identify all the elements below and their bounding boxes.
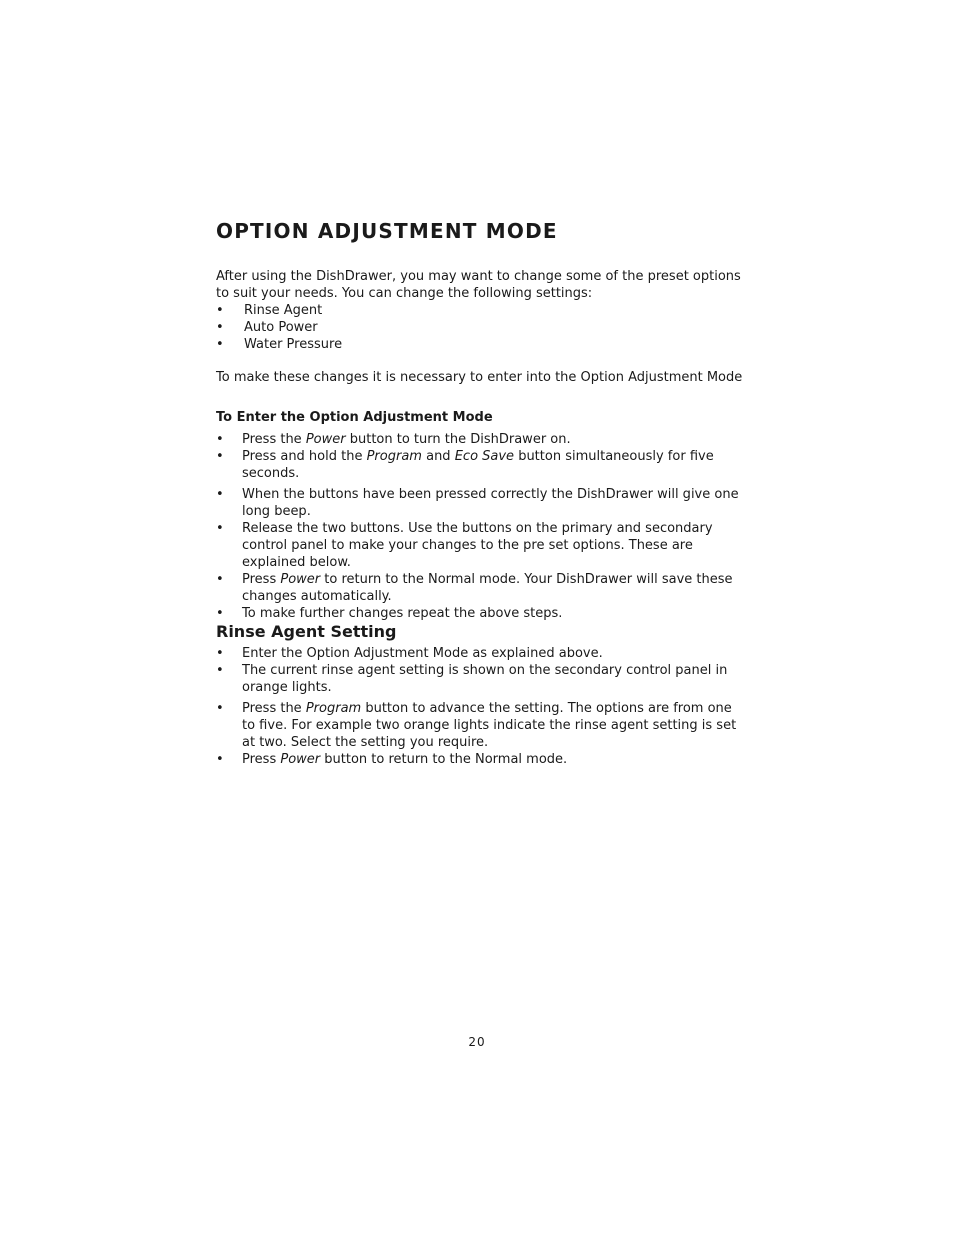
list-item: • Rinse Agent	[216, 303, 323, 318]
list-item: • Release the two buttons. Use the buttons on the primary and secondary control panel to make your changes to the pre set options. These are explained below.	[216, 521, 713, 570]
bullet-icon: •	[216, 606, 224, 621]
list-item: • Water Pressure	[216, 337, 343, 352]
bullet-icon: •	[216, 572, 224, 587]
bullet-icon: •	[216, 752, 224, 767]
intro-paragraph: After using the DishDrawer, you may want to change some of the preset options to suit your needs. You can change the following settings:	[216, 269, 741, 301]
enter-mode-heading: To Enter the Option Adjustment Mode	[216, 410, 493, 425]
list-item: • Press the Program button to advance the setting. The options are from one to five. For example two orange lights indicate the rinse agent setting is set at two. Select the setting you require.	[216, 701, 737, 750]
page-number: 20	[468, 1035, 486, 1049]
list-item: • Press Power to return to the Normal mode. Your DishDrawer will save these changes automatically.	[216, 572, 733, 604]
bullet-icon: •	[216, 449, 224, 464]
rinse-agent-steps	[216, 645, 746, 768]
list-item: • To make further changes repeat the above steps.	[216, 606, 563, 621]
list-item: • Press Power button to return to the Normal mode.	[216, 752, 568, 767]
bullet-icon: •	[216, 701, 224, 716]
bullet-icon: •	[216, 337, 224, 352]
list-item: • The current rinse agent setting is shown on the secondary control panel in orange lights.	[216, 663, 728, 695]
bullet-icon: •	[216, 320, 224, 335]
list-item: • Enter the Option Adjustment Mode as explained above.	[216, 646, 603, 661]
bullet-icon: •	[216, 521, 224, 536]
list-item: • When the buttons have been pressed correctly the DishDrawer will give one long beep.	[216, 487, 739, 519]
enter-mode-steps	[216, 431, 746, 622]
rinse-agent-heading: Rinse Agent Setting	[216, 622, 397, 641]
bullet-icon: •	[216, 646, 224, 661]
settings-list	[216, 302, 746, 353]
bullet-icon: •	[216, 663, 224, 678]
page-title: OPTION ADJUSTMENT MODE	[216, 219, 558, 243]
list-item: • Press the Power button to turn the DishDrawer on.	[216, 432, 571, 447]
bullet-icon: •	[216, 487, 224, 502]
list-item: • Press and hold the Program and Eco Save button simultaneously for five seconds.	[216, 449, 714, 481]
list-item: • Auto Power	[216, 320, 318, 335]
bullet-icon: •	[216, 303, 224, 318]
instruction-paragraph: To make these changes it is necessary to enter into the Option Adjustment Mode	[216, 370, 743, 385]
bullet-icon: •	[216, 432, 224, 447]
